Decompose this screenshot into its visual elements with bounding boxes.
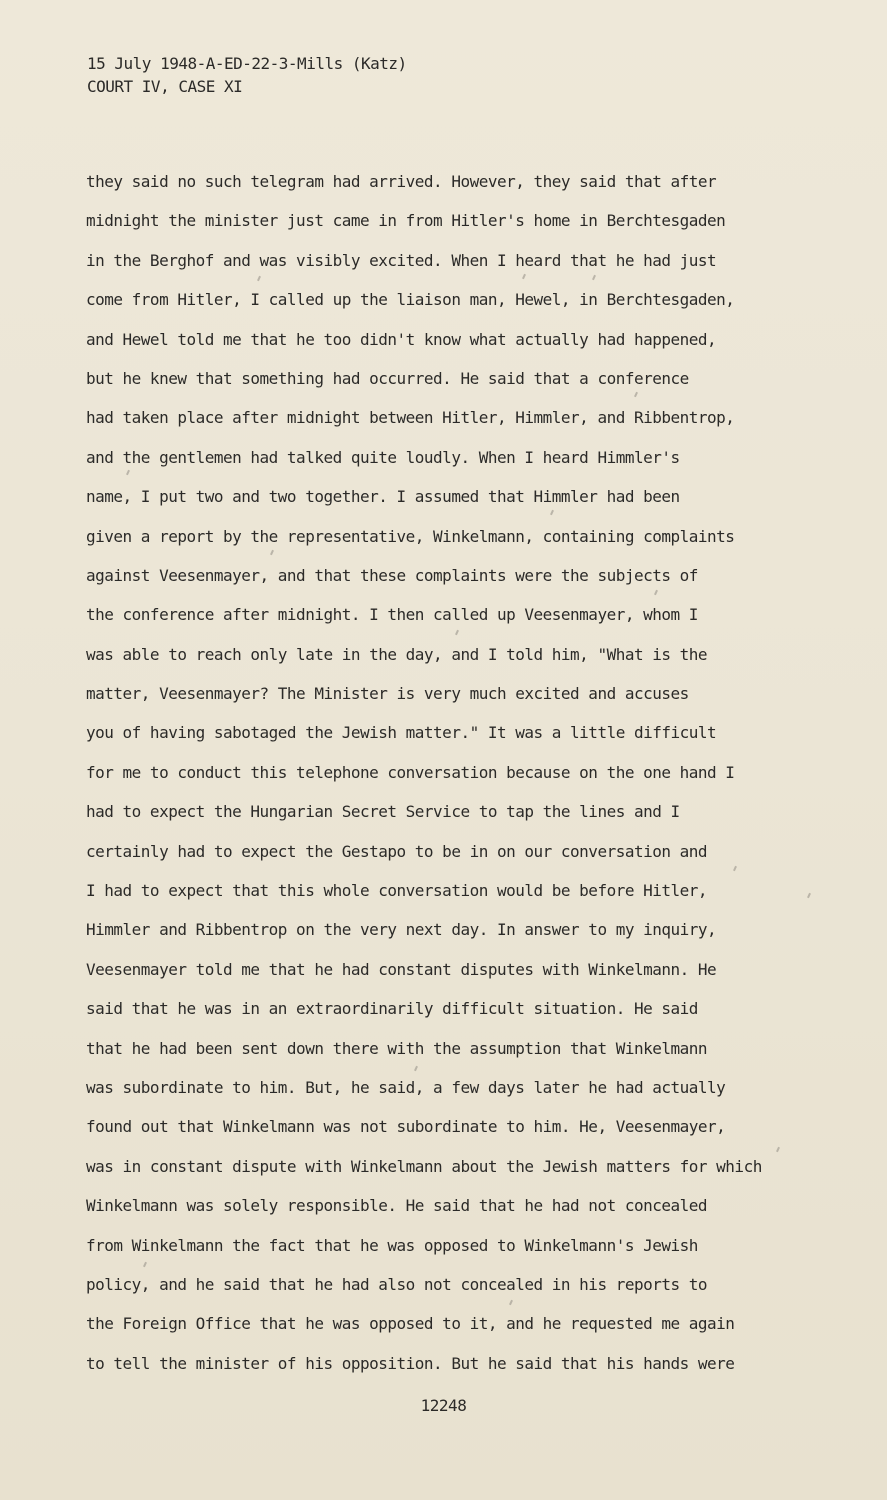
body-line: Winkelmann was solely responsible. He said that he had not concealed — [86, 1196, 708, 1216]
body-line: name, I put two and two together. I assumed that Himmler had been — [86, 487, 680, 507]
document-header — [87, 52, 407, 98]
body-line: said that he was in an extraordinarily difficult situation. He said — [86, 999, 698, 1019]
body-line: matter, Veesenmayer? The Minister is very much excited and accuses — [86, 684, 689, 704]
body-line: from Winkelmann the fact that he was opposed to Winkelmann's Jewish — [86, 1235, 698, 1255]
body-line: was in constant dispute with Winkelmann about the Jewish matters for which — [86, 1156, 762, 1176]
body-line: was able to reach only late in the day, and I told him, "What is the — [86, 644, 708, 664]
body-line: for me to conduct this telephone conversation because on the one hand I — [86, 762, 735, 782]
body-line: in the Berghof and was visibly excited. When I heard that he had just — [86, 250, 717, 270]
body-line: midnight the minister just came in from Hitler's home in Berchtesgaden — [86, 211, 726, 231]
page-number: 12248 — [420, 1396, 467, 1415]
body-line: that he had been sent down there with the assumption that Winkelmann — [86, 1038, 708, 1058]
body-line: I had to expect that this whole conversation would be before Hitler, — [86, 881, 708, 901]
body-line: they said no such telegram had arrived. However, they said that after — [86, 172, 717, 191]
body-line: come from Hitler, I called up the liaison man, Hewel, in Berchtesgaden, — [86, 290, 735, 310]
body-line: found out that Winkelmann was not subordinate to him. He, Veesenmayer, — [86, 1117, 726, 1137]
body-line: the Foreign Office that he was opposed to it, and he requested me again — [86, 1314, 735, 1334]
transcript-body — [86, 168, 811, 1389]
body-line: had taken place after midnight between Hitler, Himmler, and Ribbentrop, — [86, 408, 735, 428]
body-line: certainly had to expect the Gestapo to be in on our conversation and — [86, 841, 708, 861]
body-line: given a report by the representative, Winkelmann, containing complaints — [86, 526, 735, 546]
body-line: policy, and he said that he had also not concealed in his reports to — [86, 1274, 708, 1294]
body-line: and Hewel told me that he too didn't know what actually had happened, — [86, 329, 717, 349]
body-line: against Veesenmayer, and that these complaints were the subjects of — [86, 565, 698, 585]
body-line: the conference after midnight. I then called up Veesenmayer, whom I — [86, 605, 698, 625]
body-line: to tell the minister of his opposition. But he said that his hands were — [86, 1353, 735, 1373]
body-line: Veesenmayer told me that he had constant disputes with Winkelmann. He — [86, 959, 717, 979]
body-line: and the gentlemen had talked quite loudly. When I heard Himmler's — [86, 447, 680, 467]
header-line-court-case: COURT IV, CASE XI — [87, 77, 243, 96]
body-line: Himmler and Ribbentrop on the very next day. In answer to my inquiry, — [86, 920, 717, 940]
body-line: had to expect the Hungarian Secret Service to tap the lines and I — [86, 802, 680, 822]
header-line-date-reference: 15 July 1948-A-ED-22-3-Mills (Katz) — [87, 54, 407, 73]
body-line: was subordinate to him. But, he said, a few days later he had actually — [86, 1077, 726, 1097]
body-line: but he knew that something had occurred. He said that a conference — [86, 368, 689, 388]
body-line: you of having sabotaged the Jewish matter." It was a little difficult — [86, 723, 717, 743]
